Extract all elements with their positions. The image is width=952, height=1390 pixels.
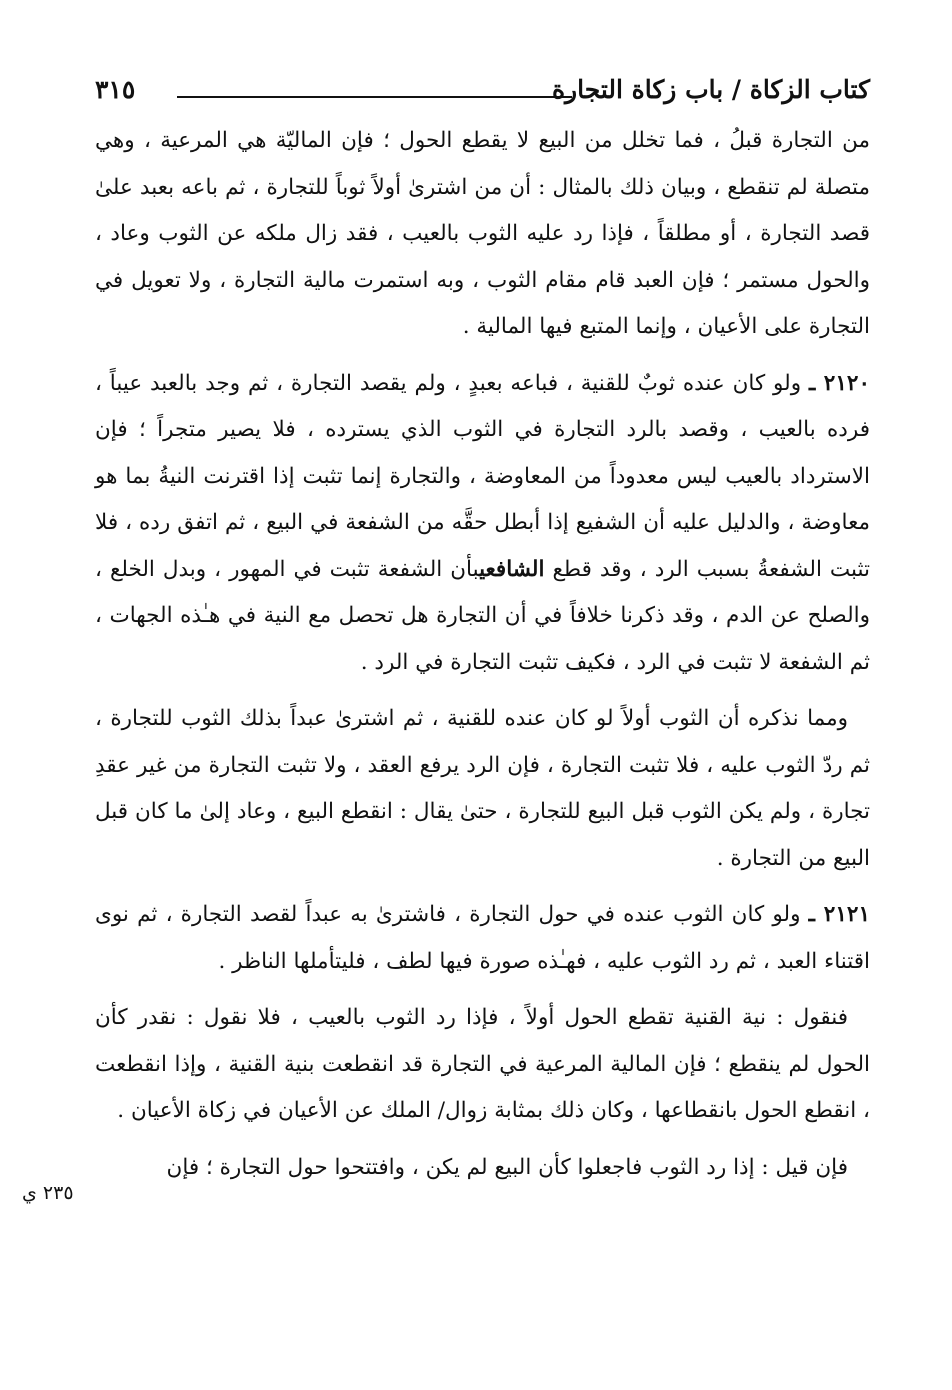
paragraph-text: فإن قيل : إذا رد الثوب فاجعلوا كأن البيع لم يكن ، وافتتحوا حول التجارة ؛ فإن [166, 1154, 848, 1180]
running-head: كتاب الزكاة / باب زكاة التجارة [551, 75, 870, 104]
paragraph-answer [95, 995, 870, 1135]
page-header [95, 70, 870, 110]
paragraph-number: ٢١٢٠ ـ [808, 370, 870, 396]
paragraph-text: ولو كان عنده ثوبٌ للقنية ، فباعه بعبدٍ ، ولم يقصد التجارة ، ثم وجد بالعبد عيباً ، فرده بالعيب ، وقصد بالرد التجارة في الثوب الذي يسترده ، فلا يصير متجراً ؛ فإن الاسترداد بالعيب ليس معدوداً من المعاوضة ، والتجارة إنما تثبت إذا اقترنت النيةُ بما هو معاوضة ، والدليل عليه أن الشفيع إذا أبطل حقَّه من الشفعة في البيع ، ثم اتفق رده ، فلا تثبت الشفعةُ بسبب الرد ، وقد قطع [95, 370, 871, 582]
header-rule [177, 96, 572, 98]
manuscript-folio-note: ٢٣٥ ي [22, 1182, 74, 1204]
paragraph-2121 [95, 892, 870, 985]
body-text [95, 118, 870, 1191]
paragraph-text: من التجارة قبلُ ، فما تخلل من البيع لا يقطع الحول ؛ فإن الماليّة هي المرعية ، وهي متصلة لم تنقطع ، وبيان ذلك بالمثال : أن من اشترىٰ أولاً ثوباً للتجارة ، ثم باعه بعبد علىٰ قصد التجارة ، أو مطلقاً ، فإذا رد عليه الثوب بالعيب ، فقد زال ملكه عن الثوب وعاد ، والحول مستمر ؛ فإن العبد قام مقام الثوب ، وبه استمرت مالية التجارة ، ولا تعويل في التجارة على الأعيان ، وإنما المتبع فيها المالية . [95, 128, 870, 339]
paragraph-continuation [95, 118, 870, 351]
paragraph-2120 [95, 361, 870, 687]
paragraph-text: بأن الشفعة تثبت في المهور ، وبدل الخلع ، والصلح عن الدم ، وقد ذكرنا خلافاً في أن التجارة هل تحصل مع النية في هـٰذه الجهات ، ثم الشفعة لا تثبت في الرد ، فكيف تثبت التجارة في الرد . [95, 556, 870, 675]
paragraph-text: ولو كان الثوب عنده في حول التجارة ، فاشترىٰ به عبداً لقصد التجارة ، ثم نوى اقتناء العبد ، ثم رد الثوب عليه ، فهـٰذه صورة فيها لطف ، فليتأملها الناظر . [95, 902, 870, 974]
paragraph-objection [95, 1145, 870, 1192]
page-number: ٣١٥ [95, 75, 136, 104]
scholar-name: الشافعي [479, 556, 545, 582]
paragraph-text: فنقول : نية القنية تقطع الحول أولاً ، فإذا رد الثوب بالعيب ، فلا نقول : نقدر كأن الحول لم ينقطع ؛ فإن المالية المرعية في التجارة قد انقطعت بنية القنية ، وإذا انقطعت ، انقطع الحول بانقطاعها ، وكان ذلك بمثابة زوال/ الملك عن الأعيان في زكاة الأعيان . [95, 1005, 870, 1123]
paragraph-text: ومما نذكره أن الثوب أولاً لو كان عنده للقنية ، ثم اشترىٰ عبداً بذلك الثوب للتجارة ، ثم ردّ الثوب عليه ، فلا تثبت التجارة ، فإن الرد يرفع العقد ، ولا تثبت التجارة من غير عقدِ تجارة ، ولم يكن الثوب قبل البيع للتجارة ، حتىٰ يقال : انقطع البيع ، وعاد إلىٰ ما كان قبل البيع من التجارة . [95, 706, 870, 871]
paragraph-example [95, 696, 870, 882]
paragraph-number: ٢١٢١ ـ [808, 902, 870, 927]
